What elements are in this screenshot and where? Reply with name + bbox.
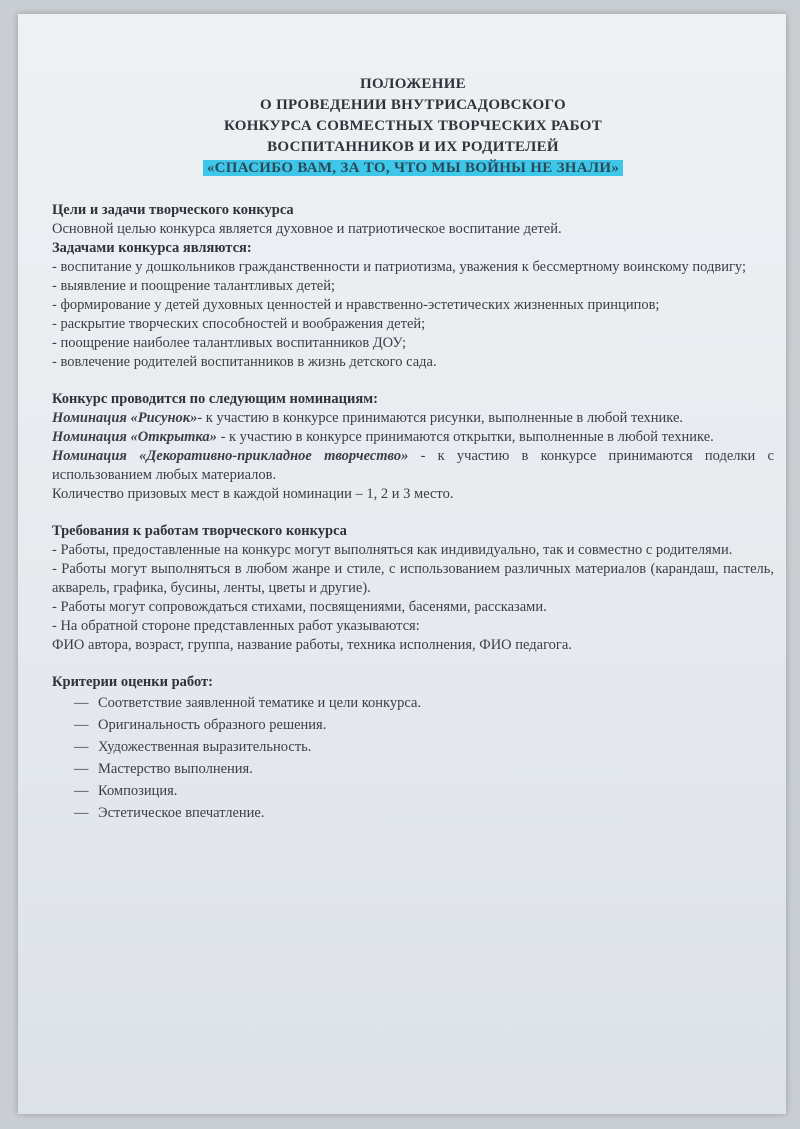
title-line: КОНКУРСА СОВМЕСТНЫХ ТВОРЧЕСКИХ РАБОТ bbox=[223, 118, 603, 134]
nomination-name: Номинация «Открытка» bbox=[52, 429, 217, 445]
dash: — bbox=[74, 761, 89, 777]
nomination-name: Номинация «Рисунок» bbox=[52, 410, 198, 426]
document-title bbox=[52, 74, 774, 179]
title-line: О ПРОВЕДЕНИИ ВНУТРИСАДОВСКОГО bbox=[260, 97, 566, 113]
requirement-item: - Работы могут выполняться в любом жанре и стиле, с использованием различных материалов (карандаш, пастель, акварель, графика, бусины, ленты, цветы и другие). bbox=[52, 561, 774, 596]
goals-heading: Цели и задачи творческого конкурса bbox=[52, 202, 294, 218]
nomination-text: - к участию в конкурсе принимаются рисунки, выполненные в любой технике. bbox=[197, 410, 684, 426]
requirements-heading: Требования к работам творческого конкурса bbox=[52, 523, 347, 539]
nomination-item bbox=[52, 428, 774, 447]
nomination-item bbox=[52, 409, 774, 428]
title-line: ПОЛОЖЕНИЕ bbox=[360, 76, 466, 92]
criteria-item bbox=[74, 802, 774, 824]
task-item: - вовлечение родителей воспитанников в жизнь детского сада. bbox=[52, 354, 437, 370]
requirements-section bbox=[52, 522, 774, 655]
criteria-text: Соответствие заявленной тематике и цели конкурса. bbox=[98, 695, 422, 711]
goals-text: Основной целью конкурса является духовное и патриотическое воспитание детей. bbox=[52, 221, 562, 237]
task-item: - выявление и поощрение талантливых детей; bbox=[52, 278, 336, 294]
nomination-text: - к участию в конкурсе принимаются открытки, выполненные в любой технике. bbox=[216, 429, 714, 445]
prizes-text: Количество призовых мест в каждой номинации – 1, 2 и 3 место. bbox=[52, 486, 454, 502]
criteria-text: Эстетическое впечатление. bbox=[98, 805, 265, 821]
dash: — bbox=[74, 783, 89, 799]
criteria-item bbox=[74, 714, 774, 736]
dash: — bbox=[74, 717, 89, 733]
goals-section bbox=[52, 201, 774, 372]
nomination-name: Номинация «Декоративно-прикладное творчество» bbox=[52, 448, 409, 464]
dash: — bbox=[74, 805, 89, 821]
task-item: - поощрение наиболее талантливых воспитанников ДОУ; bbox=[52, 335, 407, 351]
task-item: - формирование у детей духовных ценностей и нравственно-эстетических жизненных принципов; bbox=[52, 297, 660, 313]
requirement-item: - Работы могут сопровождаться стихами, посвящениями, басенями, рассказами. bbox=[52, 599, 547, 615]
criteria-text: Мастерство выполнения. bbox=[98, 761, 253, 777]
nominations-heading: Конкурс проводится по следующим номинациям: bbox=[52, 391, 378, 407]
requirement-item: - Работы, предоставленные на конкурс могут выполняться как индивидуально, так и совместно с родителями. bbox=[52, 542, 733, 558]
document-content bbox=[52, 74, 774, 824]
criteria-section bbox=[52, 673, 774, 824]
criteria-item bbox=[74, 736, 774, 758]
dash: — bbox=[74, 739, 89, 755]
requirement-item: ФИО автора, возраст, группа, название работы, техника исполнения, ФИО педагога. bbox=[52, 637, 572, 653]
title-highlighted-motto: «СПАСИБО ВАМ, ЗА ТО, ЧТО МЫ ВОЙНЫ НЕ ЗНАЛИ» bbox=[203, 160, 623, 176]
nomination-text: - к участию в конкурсе принимаются поделки с использованием любых материалов. bbox=[52, 448, 774, 483]
criteria-text: Композиция. bbox=[98, 783, 178, 799]
criteria-text: Художественная выразительность. bbox=[98, 739, 312, 755]
tasks-heading: Задачами конкурса являются: bbox=[52, 240, 252, 256]
criteria-text: Оригинальность образного решения. bbox=[98, 717, 327, 733]
criteria-item bbox=[74, 692, 774, 714]
document-page bbox=[18, 14, 786, 1114]
title-line: ВОСПИТАННИКОВ И ИХ РОДИТЕЛЕЙ bbox=[267, 139, 559, 155]
nominations-section bbox=[52, 390, 774, 504]
nomination-item bbox=[52, 447, 774, 485]
task-item: - раскрытие творческих способностей и воображения детей; bbox=[52, 316, 426, 332]
criteria-item bbox=[74, 780, 774, 802]
criteria-heading: Критерии оценки работ: bbox=[52, 674, 214, 690]
dash: — bbox=[74, 695, 89, 711]
criteria-item bbox=[74, 758, 774, 780]
requirement-item: - На обратной стороне представленных работ указываются: bbox=[52, 618, 420, 634]
task-item: - воспитание у дошкольников гражданственности и патриотизма, уважения к бессмертному воинскому подвигу; bbox=[52, 259, 747, 275]
